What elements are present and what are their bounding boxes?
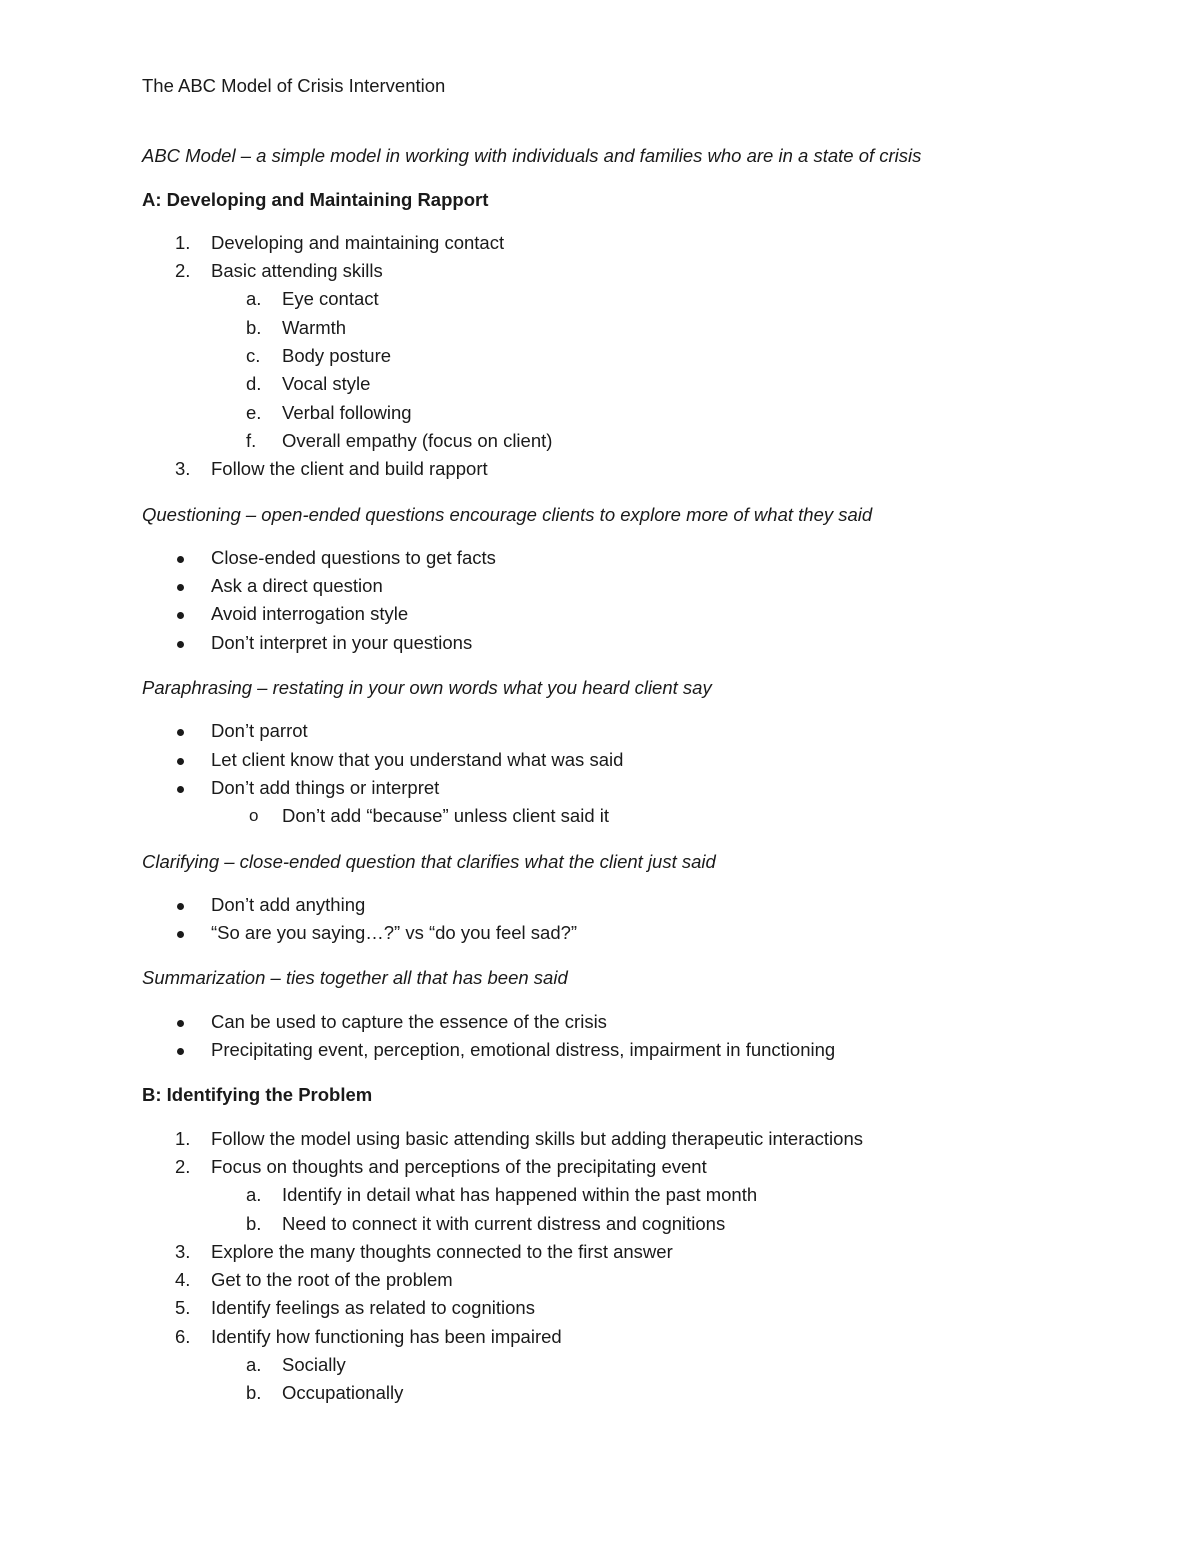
sub-list-item xyxy=(142,342,1122,370)
bullet-icon xyxy=(177,1048,184,1055)
bullet-icon xyxy=(177,641,184,648)
paraphrasing-list xyxy=(142,717,1122,830)
list-item xyxy=(142,1153,1122,1181)
bullet-text: Precipitating event, perception, emotional distress, impairment in functioning xyxy=(211,1039,836,1061)
list-item-text: Body posture xyxy=(282,345,392,367)
bullet-item xyxy=(142,600,1122,628)
list-marker: e. xyxy=(246,401,262,423)
paraphrasing-heading: Paraphrasing – restating in your own words what you heard client say xyxy=(142,677,712,699)
list-item-text: Basic attending skills xyxy=(211,260,383,282)
bullet-text: Avoid interrogation style xyxy=(211,603,409,625)
bullet-item xyxy=(142,919,1122,947)
list-marker: 5. xyxy=(175,1297,191,1319)
clarifying-heading: Clarifying – close-ended question that clarifies what the client just said xyxy=(142,850,716,872)
section-a-heading: A: Developing and Maintaining Rapport xyxy=(142,188,489,210)
bullet-item xyxy=(142,572,1122,600)
bullet-item xyxy=(142,1036,1122,1064)
list-marker: b. xyxy=(246,1382,262,1404)
list-item-text: Get to the root of the problem xyxy=(211,1269,453,1291)
list-item xyxy=(142,229,1122,257)
bullet-text: Ask a direct question xyxy=(211,575,383,597)
list-marker: 6. xyxy=(175,1325,191,1347)
list-marker: 2. xyxy=(175,260,191,282)
list-marker: 4. xyxy=(175,1269,191,1291)
bullet-icon xyxy=(177,758,184,765)
bullet-text: “So are you saying…?” vs “do you feel sad?” xyxy=(211,922,578,944)
bullet-text: Don’t add anything xyxy=(211,893,366,915)
questioning-list xyxy=(142,544,1122,657)
sub-list-item xyxy=(142,1351,1122,1379)
bullet-icon xyxy=(177,729,184,736)
intro-definition: ABC Model – a simple model in working with individuals and families who are in a state of crisis xyxy=(142,145,922,167)
sub-list-item xyxy=(142,1181,1122,1209)
list-marker: d. xyxy=(246,373,262,395)
clarifying-list xyxy=(142,891,1122,948)
list-item-text: Explore the many thoughts connected to the first answer xyxy=(211,1240,673,1262)
sub-list-item xyxy=(142,427,1122,455)
section-b-heading: B: Identifying the Problem xyxy=(142,1084,373,1106)
list-item-text: Vocal style xyxy=(282,373,371,395)
list-item-text: Identify feelings as related to cognitions xyxy=(211,1297,535,1319)
list-marker: 1. xyxy=(175,1127,191,1149)
bullet-item xyxy=(142,717,1122,745)
list-marker: b. xyxy=(246,1212,262,1234)
bullet-text: Don’t add things or interpret xyxy=(211,776,440,798)
list-item-text: Overall empathy (focus on client) xyxy=(282,429,553,451)
sub-list-item xyxy=(142,314,1122,342)
list-item-text: Identify how functioning has been impaired xyxy=(211,1325,562,1347)
sub-list-item xyxy=(142,1379,1122,1407)
list-item xyxy=(142,1125,1122,1153)
list-marker: a. xyxy=(246,1184,262,1206)
list-marker: a. xyxy=(246,1353,262,1375)
bullet-icon xyxy=(177,612,184,619)
list-item-text: Identify in detail what has happened within the past month xyxy=(282,1184,758,1206)
list-marker: 3. xyxy=(175,458,191,480)
summarization-list xyxy=(142,1008,1122,1065)
list-item xyxy=(142,1323,1122,1351)
list-marker: 3. xyxy=(175,1240,191,1262)
list-item-text: Verbal following xyxy=(282,401,412,423)
bullet-item xyxy=(142,774,1122,802)
sub-list-item xyxy=(142,285,1122,313)
bullet-text: Don’t interpret in your questions xyxy=(211,631,473,653)
list-marker: 1. xyxy=(175,231,191,253)
bullet-icon xyxy=(177,903,184,910)
bullet-item xyxy=(142,544,1122,572)
bullet-text: Don’t parrot xyxy=(211,720,308,742)
sub-list-item xyxy=(142,1210,1122,1238)
bullet-item xyxy=(142,891,1122,919)
bullet-item xyxy=(142,1008,1122,1036)
bullet-item xyxy=(142,746,1122,774)
bullet-text: Can be used to capture the essence of the crisis xyxy=(211,1010,607,1032)
list-item-text: Focus on thoughts and perceptions of the precipitating event xyxy=(211,1155,707,1177)
summarization-heading: Summarization – ties together all that has been said xyxy=(142,967,568,989)
circle-bullet-icon: o xyxy=(249,806,259,826)
list-marker: c. xyxy=(246,345,261,367)
list-item-text: Follow the client and build rapport xyxy=(211,458,488,480)
list-item xyxy=(142,455,1122,483)
list-marker: b. xyxy=(246,316,262,338)
list-marker: a. xyxy=(246,288,262,310)
questioning-heading: Questioning – open-ended questions encourage clients to explore more of what they said xyxy=(142,503,873,525)
bullet-text: Let client know that you understand what was said xyxy=(211,748,624,770)
sub-bullet-item xyxy=(142,802,1122,830)
bullet-icon xyxy=(177,584,184,591)
list-item xyxy=(142,257,1122,285)
list-item-text: Warmth xyxy=(282,316,347,338)
list-marker: f. xyxy=(246,429,257,451)
list-item-text: Socially xyxy=(282,1353,346,1375)
bullet-icon xyxy=(177,931,184,938)
section-b-list xyxy=(142,1125,1122,1408)
sub-list-item xyxy=(142,399,1122,427)
bullet-item xyxy=(142,629,1122,657)
list-marker: 2. xyxy=(175,1155,191,1177)
bullet-icon xyxy=(177,786,184,793)
list-item-text: Eye contact xyxy=(282,288,379,310)
bullet-text: Don’t add “because” unless client said it xyxy=(282,805,610,827)
list-item-text: Developing and maintaining contact xyxy=(211,231,505,253)
bullet-text: Close-ended questions to get facts xyxy=(211,546,496,568)
section-a-list xyxy=(142,229,1122,484)
bullet-icon xyxy=(177,1020,184,1027)
document-title: The ABC Model of Crisis Intervention xyxy=(142,75,446,96)
list-item xyxy=(142,1266,1122,1294)
list-item-text: Occupationally xyxy=(282,1382,404,1404)
document-page xyxy=(142,72,1122,1425)
list-item xyxy=(142,1238,1122,1266)
list-item xyxy=(142,1294,1122,1322)
list-item-text: Need to connect it with current distress and cognitions xyxy=(282,1212,726,1234)
sub-list-item xyxy=(142,370,1122,398)
list-item-text: Follow the model using basic attending skills but adding therapeutic interactions xyxy=(211,1127,863,1149)
bullet-icon xyxy=(177,556,184,563)
